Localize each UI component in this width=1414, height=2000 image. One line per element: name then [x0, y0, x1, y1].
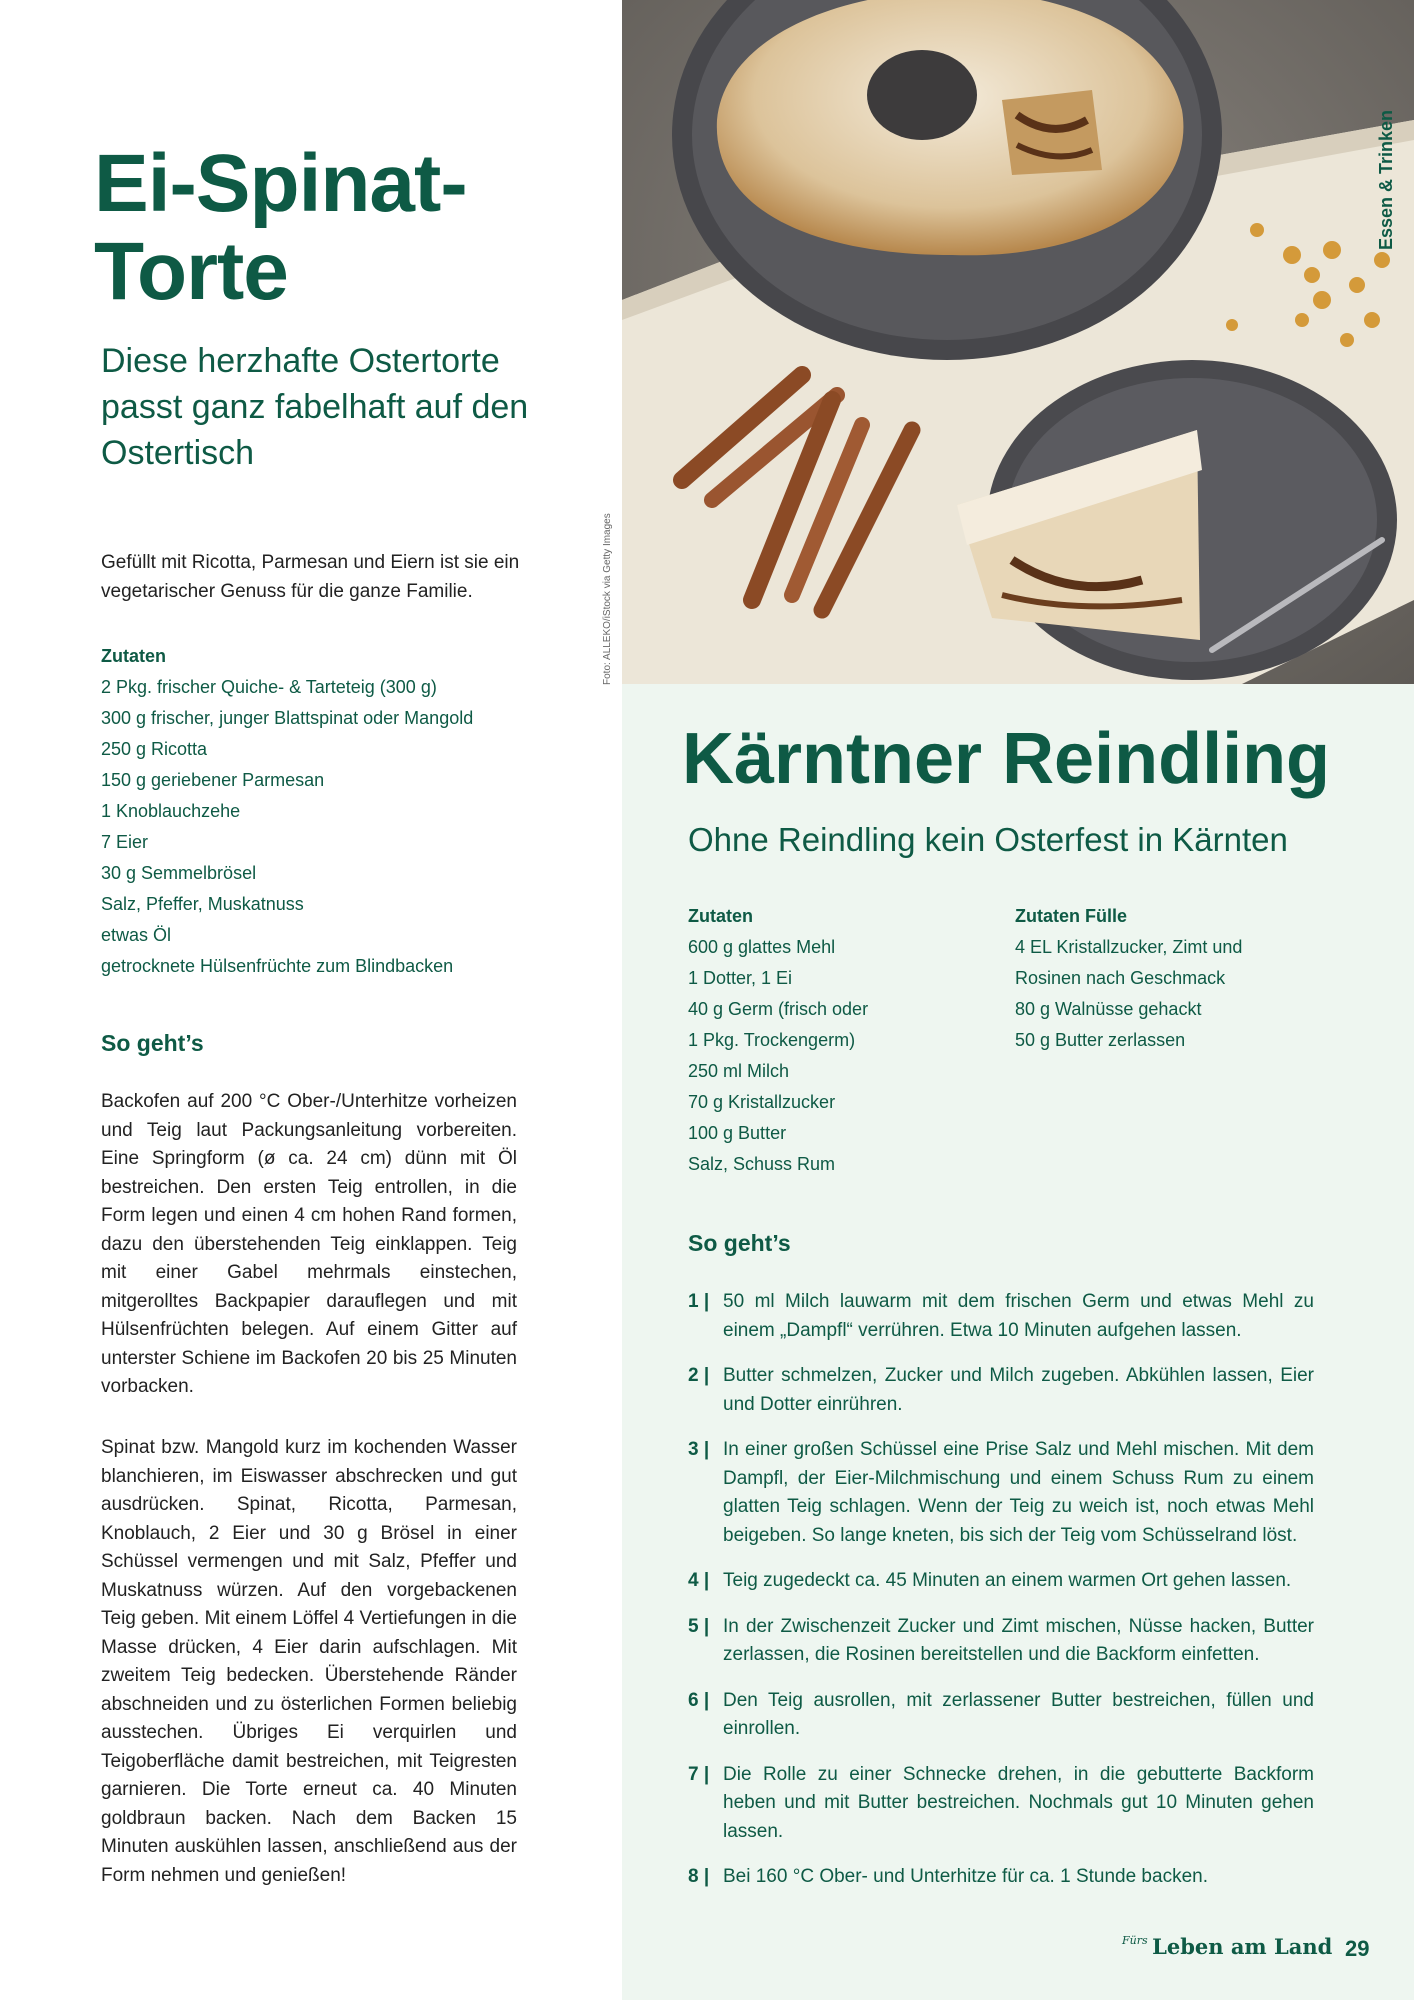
- filling-item: Rosinen nach Geschmack: [1015, 968, 1226, 988]
- right-ingredients-heading: Zutaten: [688, 906, 753, 926]
- ingredient-item: 7 Eier: [101, 832, 149, 852]
- ingredient-item: Salz, Pfeffer, Muskatnuss: [101, 894, 304, 914]
- ingredient-item: 1 Dotter, 1 Ei: [688, 968, 793, 988]
- method-step: [688, 1436, 1314, 1550]
- left-method-paragraph-2: Spinat bzw. Mangold kurz im kochenden Wasser blanchieren, im Eiswasser abschrecken und gut ausdrücken. Spinat, Ricotta, Parmesan, Knoblauch, 2 Eier und 30 g Brösel in einer Schüssel vermengen und mit Salz, Pfeffer und Muskatnuss würzen. Auf den vorgebackenen Teig geben. Mit einem Löffel 4 Vertiefungen in die Masse drücken, 4 Eier darin aufschlagen. Mit zweitem Teig bedecken. Überstehende Ränder abschneiden und zu österlichen Formen beliebig ausstechen. Übriges Ei verquirlen und Teigoberfläche damit bestreichen, mit Teigresten garnieren. Die Torte erneut ca. 40 Minuten goldbraun backen. Nach dem Backen 15 Minuten auskühlen lassen, anschließend aus der Form nehmen und genießen!: [101, 1437, 517, 1886]
- right-recipe-title: Kärntner Reindling: [682, 719, 1331, 799]
- left-title-line-1: Ei-Spinat-: [94, 138, 467, 229]
- brand-prefix: Fürs: [1122, 1934, 1148, 1947]
- left-ingredients-heading: Zutaten: [101, 646, 166, 666]
- left-title-line-2: Torte: [94, 226, 288, 317]
- method-step: [688, 1362, 1314, 1419]
- left-recipe-subtitle: Diese herzhafte Ostertorte passt ganz fabelhaft auf den Ostertisch: [101, 342, 529, 472]
- step-number: 3 |: [688, 1439, 710, 1460]
- brand-name: Leben am Land: [1152, 1934, 1333, 1959]
- filling-heading: Zutaten Fülle: [1015, 906, 1127, 926]
- magazine-brand: [1122, 1934, 1332, 1959]
- left-ingredients-list: [101, 672, 541, 982]
- ingredient-item: 1 Pkg. Trockengerm): [688, 1030, 856, 1050]
- step-number: 2 |: [688, 1365, 710, 1386]
- step-number: 7 |: [688, 1763, 710, 1785]
- method-steps: [688, 1288, 1314, 1892]
- photo-credit: Foto: ALLEKO/iStock via Getty Images: [602, 513, 613, 685]
- right-method-heading: So geht’s: [688, 1230, 791, 1256]
- ingredient-item: getrocknete Hülsenfrüchte zum Blindbacken: [101, 956, 454, 976]
- step-text: Butter schmelzen, Zucker und Milch zugeben. Abkühlen lassen, Eier und Dotter einrühren.: [723, 1365, 1314, 1415]
- cake-photo: [622, 0, 1414, 684]
- page-number: 29: [1345, 1936, 1370, 1961]
- step-number: 1 |: [688, 1291, 710, 1312]
- ingredient-item: 250 g Ricotta: [101, 739, 208, 759]
- step-text: 50 ml Milch lauwarm mit dem frischen Germ und etwas Mehl zu einem „Dampfl“ verrühren. Etwa 10 Minuten aufgehen lassen.: [723, 1291, 1314, 1341]
- method-step: [688, 1613, 1314, 1670]
- ingredient-item: 250 ml Milch: [688, 1061, 790, 1081]
- step-number: 5 |: [688, 1615, 710, 1637]
- ingredient-item: 100 g Butter: [688, 1123, 787, 1143]
- method-step: [688, 1761, 1314, 1847]
- method-step: [688, 1567, 1314, 1596]
- right-recipe-subtitle: Ohne Reindling kein Osterfest in Kärnten: [688, 821, 1288, 858]
- method-step: [688, 1863, 1314, 1892]
- ingredient-item: 30 g Semmelbrösel: [101, 863, 257, 883]
- ingredient-item: 40 g Germ (frisch oder: [688, 999, 869, 1019]
- left-method-paragraph-1: Backofen auf 200 °C Ober-/Unterhitze vorheizen und Teig laut Packungsanleitung vorbereiten. Eine Springform (ø ca. 24 cm) dünn mit Öl bestreichen. Den ersten Teig entrollen, in die Form legen und einen 4 cm hohen Rand formen, dazu den überstehenden Teig einklappen. Teig mit einer Gabel mehrmals einstechen, mitgerolltes Backpapier darauflegen und mit Hülsenfrüchten belegen. Auf einem Gitter auf unterster Schiene im Backofen 20 bis 25 Minuten vorbacken.: [101, 1091, 517, 1397]
- step-text: In einer großen Schüssel eine Prise Salz und Mehl mischen. Mit dem Dampfl, der Eier-Milchmischung und einem Schuss Rum zu einem glatten Teig schlagen. Wenn der Teig zu weich ist, noch etwas Mehl beigeben. So lange kneten, bis sich der Teig vom Schüsselrand löst.: [723, 1439, 1314, 1546]
- step-number: 4 |: [688, 1570, 710, 1591]
- cake-photo-image: [622, 0, 1414, 684]
- ingredient-item: 2 Pkg. frischer Quiche- & Tarteteig (300 g): [101, 677, 437, 697]
- left-recipe-title: [94, 140, 574, 316]
- ingredient-item: etwas Öl: [101, 925, 172, 945]
- filling-item: 80 g Walnüsse gehackt: [1015, 999, 1202, 1019]
- step-number: 8 |: [688, 1866, 710, 1887]
- step-number: 6 |: [688, 1689, 710, 1711]
- filling-item: 4 EL Kristallzucker, Zimt und: [1015, 937, 1243, 957]
- ingredient-item: 300 g frischer, junger Blattspinat oder Mangold: [101, 708, 474, 728]
- right-ingredients-list: [688, 932, 988, 1180]
- section-tag: Essen & Trinken: [1376, 109, 1396, 250]
- step-text: In der Zwischenzeit Zucker und Zimt mischen, Nüsse hacken, Butter zerlassen, die Rosinen bereitstellen und die Backform einfetten.: [723, 1615, 1314, 1665]
- ingredient-item: 70 g Kristallzucker: [688, 1092, 836, 1112]
- ingredient-item: 150 g geriebener Parmesan: [101, 770, 325, 790]
- ingredient-item: 1 Knoblauchzehe: [101, 801, 241, 821]
- method-step: [688, 1288, 1314, 1345]
- method-step: [688, 1687, 1314, 1744]
- step-text: Bei 160 °C Ober- und Unterhitze für ca. 1 Stunde backen.: [723, 1866, 1208, 1887]
- filling-item: 50 g Butter zerlassen: [1015, 1030, 1186, 1050]
- step-text: Teig zugedeckt ca. 45 Minuten an einem warmen Ort gehen lassen.: [723, 1570, 1292, 1591]
- left-recipe-intro: Gefüllt mit Ricotta, Parmesan und Eiern ist sie ein vegetarischer Genuss für die ganze Familie.: [101, 552, 520, 602]
- ingredient-item: Salz, Schuss Rum: [688, 1154, 836, 1174]
- step-text: Den Teig ausrollen, mit zerlassener Butter bestreichen, füllen und einrollen.: [723, 1689, 1314, 1739]
- left-method-heading: So geht’s: [101, 1030, 204, 1056]
- filling-list: [1015, 932, 1315, 1056]
- ingredient-item: 600 g glattes Mehl: [688, 937, 836, 957]
- step-text: Die Rolle zu einer Schnecke drehen, in die gebutterte Backform heben und mit Butter bestreichen. Nochmals gut 10 Minuten gehen lassen.: [723, 1763, 1314, 1842]
